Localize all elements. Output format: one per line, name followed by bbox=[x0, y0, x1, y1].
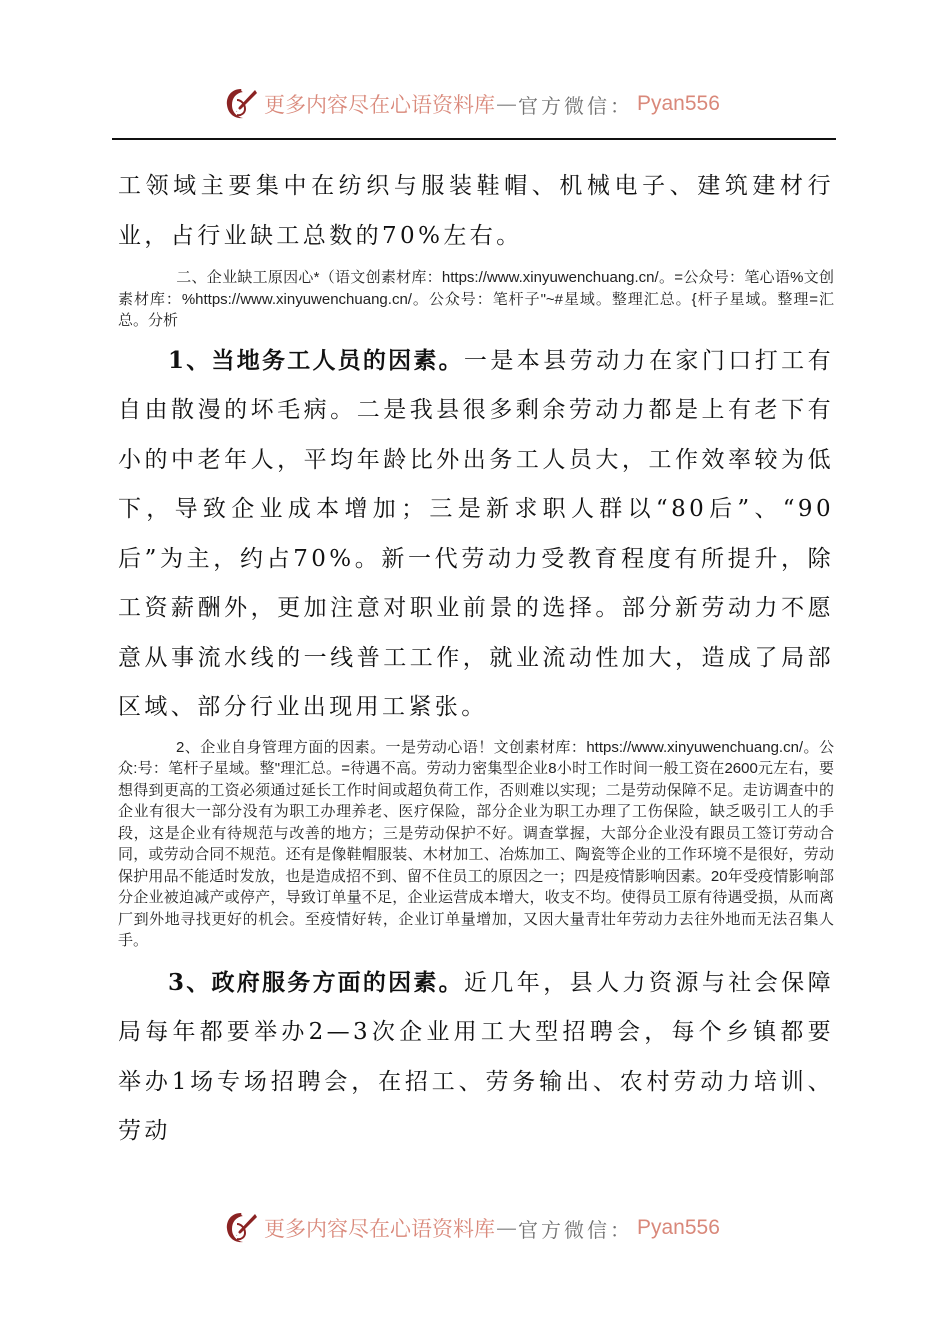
footer-banner bbox=[224, 1208, 720, 1248]
paragraph-local-workers bbox=[118, 336, 834, 733]
subheading: 3、政府服务方面的因素。 bbox=[168, 968, 464, 996]
document-body bbox=[118, 162, 834, 1157]
paragraph-text: 近几年，县人力资源与社会保障局每年都要举办2—3次企业用工大型招聘会，每个乡镇都要举办1场专场招聘会，在招工、劳务输出、农村劳动力培训、劳动 bbox=[118, 969, 835, 1144]
pen-nib-logo-icon bbox=[224, 87, 258, 121]
wechat-label: 官方微信： bbox=[518, 1217, 633, 1242]
paragraph-text: 工领域主要集中在纺织与服装鞋帽、机械电子、建筑建材行业，占行业缺工总数的70%左右。 bbox=[118, 173, 834, 249]
dash-separator: — bbox=[496, 92, 517, 116]
paragraph-section-two-heading bbox=[118, 267, 834, 332]
brand-text: 更多内容尽在心语资料库 bbox=[264, 93, 495, 117]
paragraph-government-service bbox=[118, 958, 834, 1157]
header-banner bbox=[224, 84, 720, 124]
wechat-id: Pyan556 bbox=[637, 1216, 720, 1239]
paragraph-enterprise-management bbox=[118, 737, 834, 952]
paragraph-text: 一是本县劳动力在家门口打工有自由散漫的坏毛病。二是我县很多剩余劳动力都是上有老下有小的中老年人，平均年龄比外出务工人员大，工作效率较为低下，导致企业成本增加；三是新求职人群以“80后”、“90后”为主，约占70%。新一代劳动力受教育程度有所提升，除工资薪酬外，更加注意对职业前景的选择。部分新劳动力不愿意从事流水线的一线普工工作，就业流动性加大，造成了局部区域、部分行业出现用工紧张。 bbox=[118, 347, 835, 720]
wechat-id: Pyan556 bbox=[637, 92, 720, 115]
pen-nib-logo-icon bbox=[224, 1211, 258, 1245]
wechat-label: 官方微信： bbox=[518, 93, 633, 118]
paragraph-text: 二、企业缺工原因心*（语文创素材库：https://www.xinyuwenchuang.cn/。=公众号：笔心语%文创素材库：%https://www.xinyuwenchuang.cn/。公众号：笔杆子"~#星域。整理汇总。{杆子星域。整理=汇总。分析 bbox=[118, 269, 834, 329]
paragraph-text: 2、企业自身管理方面的因素。一是劳动心语！文创素材库：https://www.xinyuwenchuang.cn/。公众:号：笔杆子星域。整"理汇总。=待遇不高。劳动力密集型企业8小时工作时间一般工资在2600元左右，要想得到更高的工资必须通过延长工作时间或超负荷工作，否则难以实现；二是劳动保障不足。走访调查中的企业有很大一部分没有为职工办理养老、医疗保险，部分企业为职工办理了工伤保险，缺乏吸引工人的手段，这是企业有待规范与改善的地方；三是劳动保护不好。调查掌握，大部分企业没有跟员工签订劳动合同，或劳动合同不规范。还有是像鞋帽服装、木材加工、冶炼加工、陶瓷等企业的工作环境不是很好，劳动保护用品不能适时发放，也是造成招不到、留不住员工的原因之一；四是疫情影响因素。20年受疫情影响部分企业被迫减产或停产，导致订单量不足，企业运营成本增大，收支不均。使得员工原有待遇受损，从而离厂到外地寻找更好的机会。至疫情好转，企业订单量增加，又因大量青壮年劳动力去往外地而无法召集人手。 bbox=[118, 738, 834, 949]
brand-text: 更多内容尽在心语资料库 bbox=[264, 1217, 495, 1241]
paragraph-industry-share bbox=[118, 162, 834, 261]
dash-separator: — bbox=[496, 1216, 517, 1240]
header-rule bbox=[112, 138, 836, 140]
subheading: 1、当地务工人员的因素。 bbox=[168, 346, 464, 374]
